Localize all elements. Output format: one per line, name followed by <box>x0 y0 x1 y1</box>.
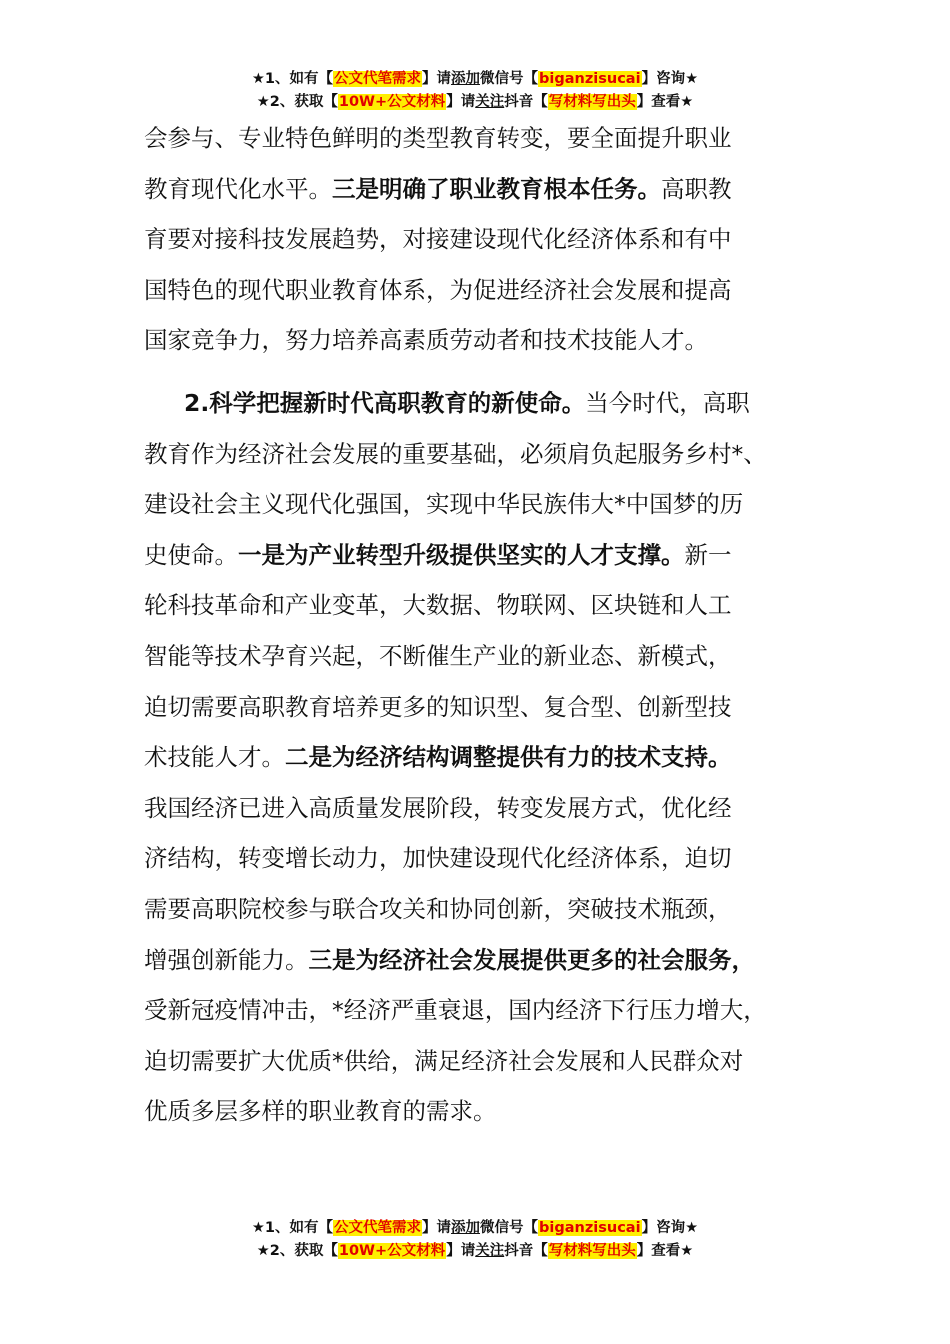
banner-text: 】查看★ <box>636 1243 694 1259</box>
text-line <box>144 985 824 1036</box>
text-run: 受新冠疫情冲击，*经济严重衰退，国内经济下行压力增大， <box>144 996 767 1025</box>
text-run: 迫切需要高职教育培养更多的知识型、复合型、创新型技 <box>144 692 732 721</box>
banner-highlight: 10W+公文材料 <box>338 94 446 110</box>
text-line <box>144 164 824 215</box>
text-line <box>144 214 824 265</box>
text-line <box>144 732 824 783</box>
text-run: 高职教 <box>661 174 732 203</box>
text-run: 育要对接科技发展趋势，对接建设现代化经济体系和有中 <box>144 225 732 254</box>
banner-text: 微信号【 <box>480 71 539 87</box>
banner-highlight: 写材料写出头 <box>548 94 636 110</box>
text-line <box>144 378 824 429</box>
footer-banner <box>0 1217 950 1263</box>
banner-text: 微信号【 <box>480 1220 539 1236</box>
text-line <box>144 580 824 631</box>
text-line <box>144 1036 824 1087</box>
text-line <box>144 935 824 986</box>
bold-heading-run: 一是为产业转型升级提供坚实的人才支撑。 <box>238 540 685 569</box>
banner-text: 抖音【 <box>504 94 548 110</box>
footer-line-1 <box>0 1217 950 1240</box>
banner-underline: 添加 <box>451 1220 481 1236</box>
banner-text: ★2、获取【 <box>256 1243 338 1259</box>
text-line <box>144 884 824 935</box>
text-run: 增强创新能力。 <box>144 945 309 974</box>
text-run: 优质多层多样的职业教育的需求。 <box>144 1097 497 1126</box>
text-line <box>144 783 824 834</box>
text-run: 智能等技术孕育兴起，不断催生产业的新业态、新模式， <box>144 641 732 670</box>
banner-highlight: 10W+公文材料 <box>338 1243 446 1259</box>
banner-text: 】请 <box>422 71 452 87</box>
text-run: 轮科技革命和产业变革，大数据、物联网、区块链和人工 <box>144 591 732 620</box>
banner-highlight: 写材料写出头 <box>548 1243 636 1259</box>
text-run: 会参与、专业特色鲜明的类型教育转变，要全面提升职业 <box>144 124 732 152</box>
text-run: 建设社会主义现代化强国，实现中华民族伟大*中国梦的历 <box>144 490 744 519</box>
banner-highlight: 公文代笔需求 <box>334 71 422 87</box>
banner-text: ★1、如有【 <box>251 1220 334 1236</box>
text-line <box>144 631 824 682</box>
text-line <box>144 113 824 164</box>
banner-highlight: 公文代笔需求 <box>334 1220 422 1236</box>
header-line-1 <box>0 68 950 91</box>
text-run: 国特色的现代职业教育体系，为促进经济社会发展和提高 <box>144 275 732 304</box>
banner-underline: 关注 <box>475 94 505 110</box>
text-line <box>144 429 824 480</box>
bold-heading-run: 三是为经济社会发展提供更多的社会服务， <box>308 945 755 974</box>
text-run: 教育作为经济社会发展的重要基础，必须肩负起服务乡村*、 <box>144 439 767 468</box>
banner-underline: 关注 <box>475 1243 505 1259</box>
banner-text: 】请 <box>446 94 476 110</box>
banner-underline: 添加 <box>451 71 481 87</box>
text-run: 济结构，转变增长动力，加快建设现代化经济体系，迫切 <box>144 844 732 873</box>
banner-text: 】查看★ <box>636 94 694 110</box>
banner-text: ★2、获取【 <box>256 94 338 110</box>
text-line <box>144 315 824 366</box>
bold-heading-run: 二是为经济结构调整提供有力的技术支持。 <box>285 743 732 772</box>
banner-text: 】请 <box>446 1243 476 1259</box>
text-run: 需要高职院校参与联合攻关和协同创新，突破技术瓶颈， <box>144 894 732 923</box>
text-line <box>144 1086 824 1137</box>
banner-text: 抖音【 <box>504 1243 548 1259</box>
banner-highlight: biganzisucai <box>539 71 641 87</box>
paragraph-gap <box>144 366 824 378</box>
banner-text: ★1、如有【 <box>251 71 334 87</box>
text-run: 史使命。 <box>144 540 238 569</box>
text-run: 当今时代，高职 <box>585 388 750 417</box>
text-line <box>144 530 824 581</box>
text-run: 迫切需要扩大优质*供给，满足经济社会发展和人民群众对 <box>144 1046 744 1075</box>
text-line <box>144 479 824 530</box>
text-run: 术技能人才。 <box>144 743 285 772</box>
section-heading: 2.科学把握新时代高职教育的新使命。 <box>184 388 586 417</box>
footer-line-2 <box>0 1240 950 1263</box>
text-run: 教育现代化水平。 <box>144 174 332 203</box>
text-line <box>144 833 824 884</box>
text-line <box>144 682 824 733</box>
text-run: 新一 <box>684 540 732 569</box>
bold-heading-run: 三是明确了职业教育根本任务。 <box>332 174 661 203</box>
banner-highlight: biganzisucai <box>539 1220 641 1236</box>
header-line-2 <box>0 91 950 114</box>
banner-text: 】请 <box>422 1220 452 1236</box>
header-banner <box>0 68 950 114</box>
text-run: 我国经济已进入高质量发展阶段，转变发展方式，优化经 <box>144 793 732 822</box>
text-line <box>144 265 824 316</box>
document-body <box>144 113 824 1137</box>
banner-text: 】咨询★ <box>641 1220 699 1236</box>
text-run: 国家竞争力，努力培养高素质劳动者和技术技能人才。 <box>144 326 708 355</box>
banner-text: 】咨询★ <box>641 71 699 87</box>
